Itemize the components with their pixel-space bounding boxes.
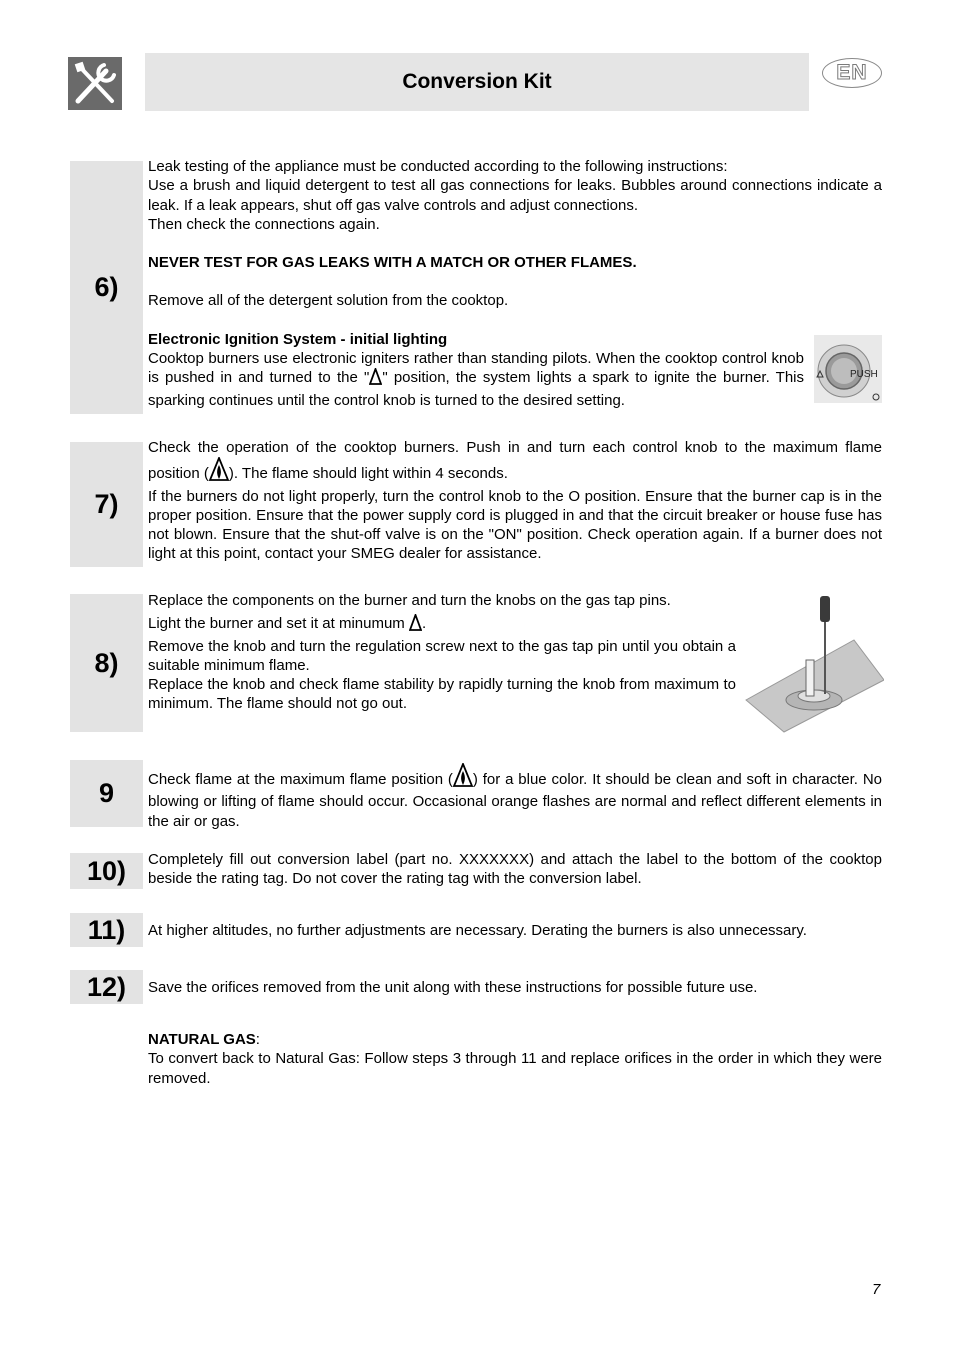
step-9-number: 9: [70, 760, 143, 827]
step-12-number: 12): [70, 970, 143, 1004]
push-knob-image: [814, 335, 882, 403]
natural-gas-colon: :: [255, 1031, 260, 1048]
step-6-text: [148, 157, 882, 410]
header-bar: [145, 53, 809, 111]
step-8-number: 8): [70, 594, 143, 732]
step-7-number: 7): [70, 442, 143, 567]
step-6-ignition-a: Cooktop burners use electronic igniters rather than standing pilots. When the cooktop control knob is pushed in and turned to the ": [148, 350, 804, 387]
step-10-number: 10): [70, 853, 143, 889]
page-title: Conversion Kit: [402, 70, 552, 93]
step-7-troubleshoot: If the burners do not light properly, turn the control knob to the O position. Ensure that the burner cap is in the proper position. Ensure that the power supply cord is plugged in and that the circuit breaker or house fuse has not blown. Ensure that the shut-off valve is on the "ON" position. Check operation again. If a burner does not light at this point, contact your SMEG dealer for assistance.: [148, 487, 882, 563]
flame-min-icon: [409, 614, 422, 636]
step-8-text: [148, 591, 736, 714]
step-6-ignition-b: " position, the system lights a spark to ignite the burner. This sparking continues until the control knob is turned to the desired setting.: [148, 369, 804, 409]
step-9-check-b: ) for a blue color. It should be clean and soft in character. No blowing or lifting of flame should occur. Occasional orange flashes are normal and reflect different elements in the air or gas.: [148, 771, 882, 830]
page-number: 7: [872, 1281, 881, 1298]
step-6-remove: Remove all of the detergent solution from the cooktop.: [148, 292, 509, 310]
step-10-text: Completely fill out conversion label (part no. XXXXXXX) and attach the label to the bottom of the cooktop beside the rating tag. Do not cover the rating tag with the conversion label.: [148, 851, 882, 888]
step-6-ignition-text: [148, 349, 804, 410]
step-12-text: Save the orifices removed from the unit along with these instructions for possible future use.: [148, 979, 758, 996]
flame-max-icon: [453, 763, 473, 792]
flame-max-icon: [209, 457, 229, 486]
step-6-number: 6): [70, 161, 143, 414]
step-7-text: [148, 438, 882, 564]
step-8-light-a: Light the burner and set it at minumum: [148, 615, 405, 633]
step-9-check: [148, 763, 882, 831]
flame-min-icon: [369, 368, 382, 390]
screwdriver-image: [744, 590, 884, 735]
step-7-operation-b: ). The flame should light within 4 seconds.: [228, 465, 508, 483]
step-9-check-a: Check flame at the maximum flame position (: [148, 771, 453, 788]
natural-gas-text: To convert back to Natural Gas: Follow steps 3 through 11 and replace orifices in the order in which they were removed.: [148, 1050, 882, 1087]
step-9-text: [148, 763, 882, 831]
step-8-light: [148, 614, 736, 636]
push-label: PUSH: [850, 369, 878, 380]
step-6-brush: Use a brush and liquid detergent to test all gas connections for leaks. Bubbles around connections indicate a leak. If a leak appears, shut off gas valve controls and adjust connections.: [148, 177, 882, 214]
step-11-text: At higher altitudes, no further adjustments are necessary. Derating the burners is also unnecessary.: [148, 922, 807, 939]
natural-gas-title: NATURAL GAS: [148, 1031, 256, 1048]
step-6-subheading: Electronic Ignition System - initial lighting: [148, 330, 448, 348]
tools-icon: [68, 57, 122, 110]
step-6-recheck: Then check the connections again.: [148, 215, 380, 233]
step-8-stability: Replace the knob and check flame stability by rapidly turning the knob from maximum to minimum. The flame should not go out.: [148, 676, 736, 713]
step-8-regulate: Remove the knob and turn the regulation screw next to the gas tap pin until you obtain a suitable minimum flame.: [148, 637, 736, 674]
step-11-number: 11): [70, 913, 143, 947]
step-7-operation: [148, 438, 882, 487]
step-6-warning: NEVER TEST FOR GAS LEAKS WITH A MATCH OR OTHER FLAMES.: [148, 254, 637, 272]
step-7-operation-a: Check the operation of the cooktop burners. Push in and turn each control knob to the maximum flame position (: [148, 439, 882, 483]
language-badge: EN: [822, 58, 882, 88]
step-8-replace: Replace the components on the burner and turn the knobs on the gas tap pins.: [148, 592, 671, 609]
step-6-intro: Leak testing of the appliance must be conducted according to the following instructions:: [148, 158, 728, 175]
step-8-light-b: .: [421, 615, 427, 633]
natural-gas-section: [148, 1030, 882, 1088]
